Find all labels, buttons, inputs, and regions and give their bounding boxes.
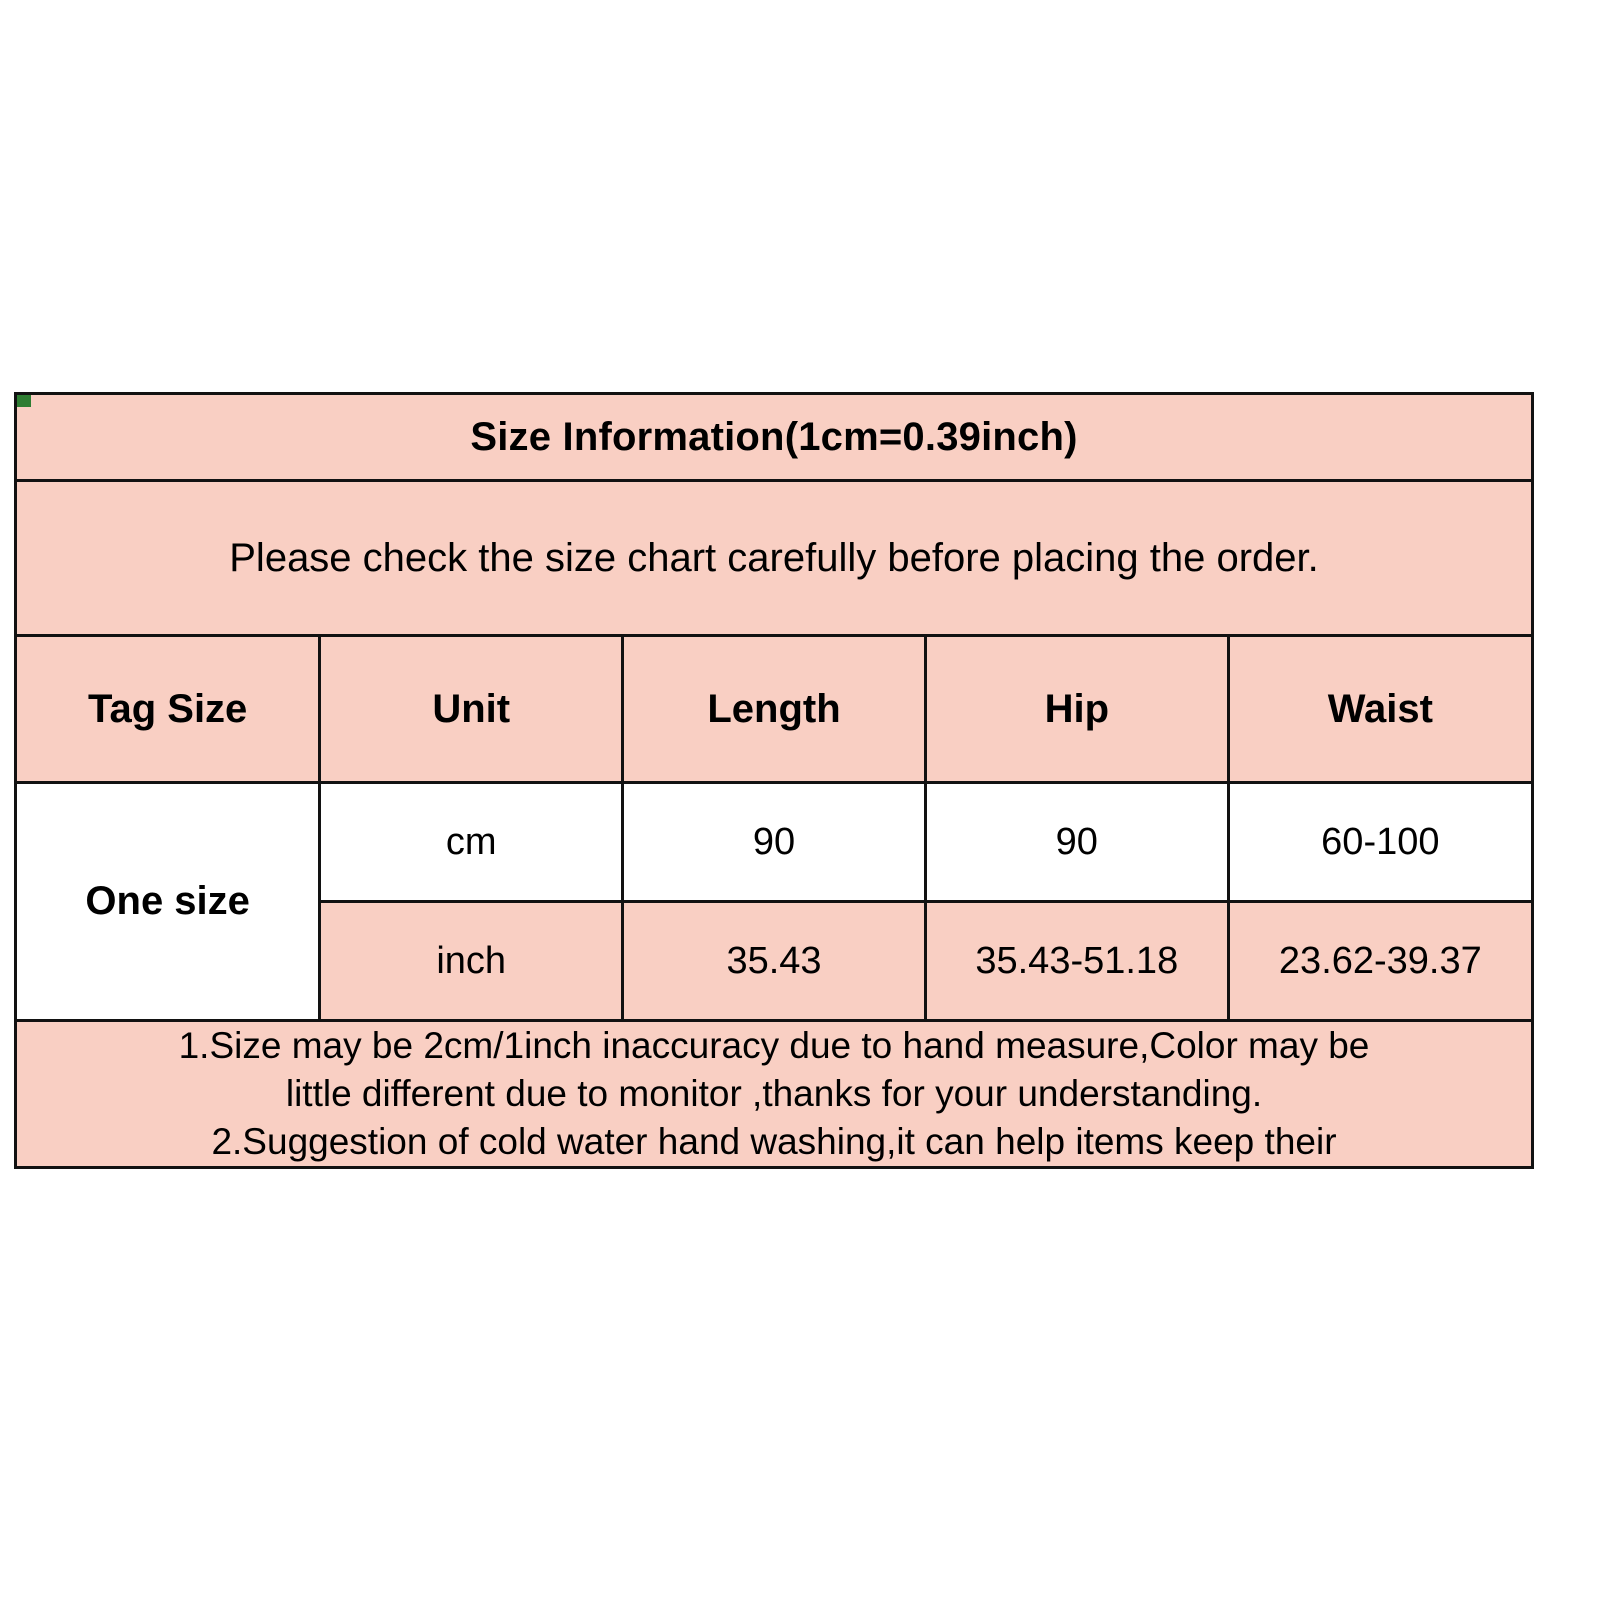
footnote-line-1: 1.Size may be 2cm/1inch inaccuracy due to hand measure,Color may be bbox=[178, 1025, 1370, 1066]
chart-notice: Please check the size chart carefully before placing the order. bbox=[17, 481, 1531, 636]
cell-length-inch: 35.43 bbox=[623, 902, 926, 1021]
size-chart-panel bbox=[14, 392, 1534, 1169]
cell-unit-cm: cm bbox=[320, 783, 623, 902]
table-row-footnotes bbox=[17, 1021, 1531, 1167]
column-header-waist: Waist bbox=[1228, 636, 1531, 783]
cell-hip-cm: 90 bbox=[925, 783, 1228, 902]
cell-unit-inch: inch bbox=[320, 902, 623, 1021]
size-chart-table bbox=[17, 395, 1531, 1166]
table-row bbox=[17, 783, 1531, 902]
cell-waist-cm: 60-100 bbox=[1228, 783, 1531, 902]
cell-waist-inch: 23.62-39.37 bbox=[1228, 902, 1531, 1021]
cell-tag-size-value: One size bbox=[17, 783, 320, 1021]
column-header-tag-size: Tag Size bbox=[17, 636, 320, 783]
corner-marker-icon bbox=[17, 395, 31, 407]
footnote-line-3: 2.Suggestion of cold water hand washing,it can help items keep their bbox=[211, 1121, 1337, 1163]
cell-hip-inch: 35.43-51.18 bbox=[925, 902, 1228, 1021]
chart-footnotes bbox=[17, 1021, 1531, 1167]
column-header-unit: Unit bbox=[320, 636, 623, 783]
column-header-hip: Hip bbox=[925, 636, 1228, 783]
table-row-title bbox=[17, 395, 1531, 481]
column-header-length: Length bbox=[623, 636, 926, 783]
table-row-header bbox=[17, 636, 1531, 783]
cell-length-cm: 90 bbox=[623, 783, 926, 902]
table-row-notice bbox=[17, 481, 1531, 636]
chart-title: Size Information(1cm=0.39inch) bbox=[17, 395, 1531, 481]
footnote-line-2: little different due to monitor ,thanks for your understanding. bbox=[285, 1073, 1263, 1115]
